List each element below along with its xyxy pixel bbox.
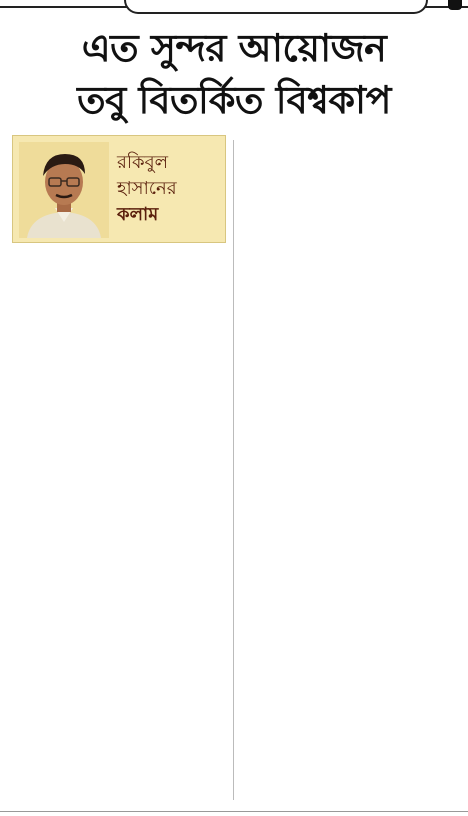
bottom-rule (0, 811, 468, 812)
columnist-name-line-2: হাসানের (117, 178, 177, 199)
headline-line-2: তবু বিতর্কিত বিশ্বকাপ (77, 78, 391, 122)
column-divider (233, 140, 234, 800)
columnist-name (117, 150, 223, 228)
column-label: কলাম (117, 204, 159, 225)
corner-mark (448, 0, 462, 10)
columnist-portrait (19, 142, 109, 238)
columnist-name-line-1: রকিবুল (117, 152, 169, 173)
article-column-right (242, 135, 456, 805)
header-tab-frame (124, 0, 428, 14)
article-column-left (12, 135, 226, 805)
headline (0, 22, 468, 126)
headline-line-1: এত সুন্দর আয়োজন (81, 26, 387, 70)
columnist-box (12, 135, 226, 243)
